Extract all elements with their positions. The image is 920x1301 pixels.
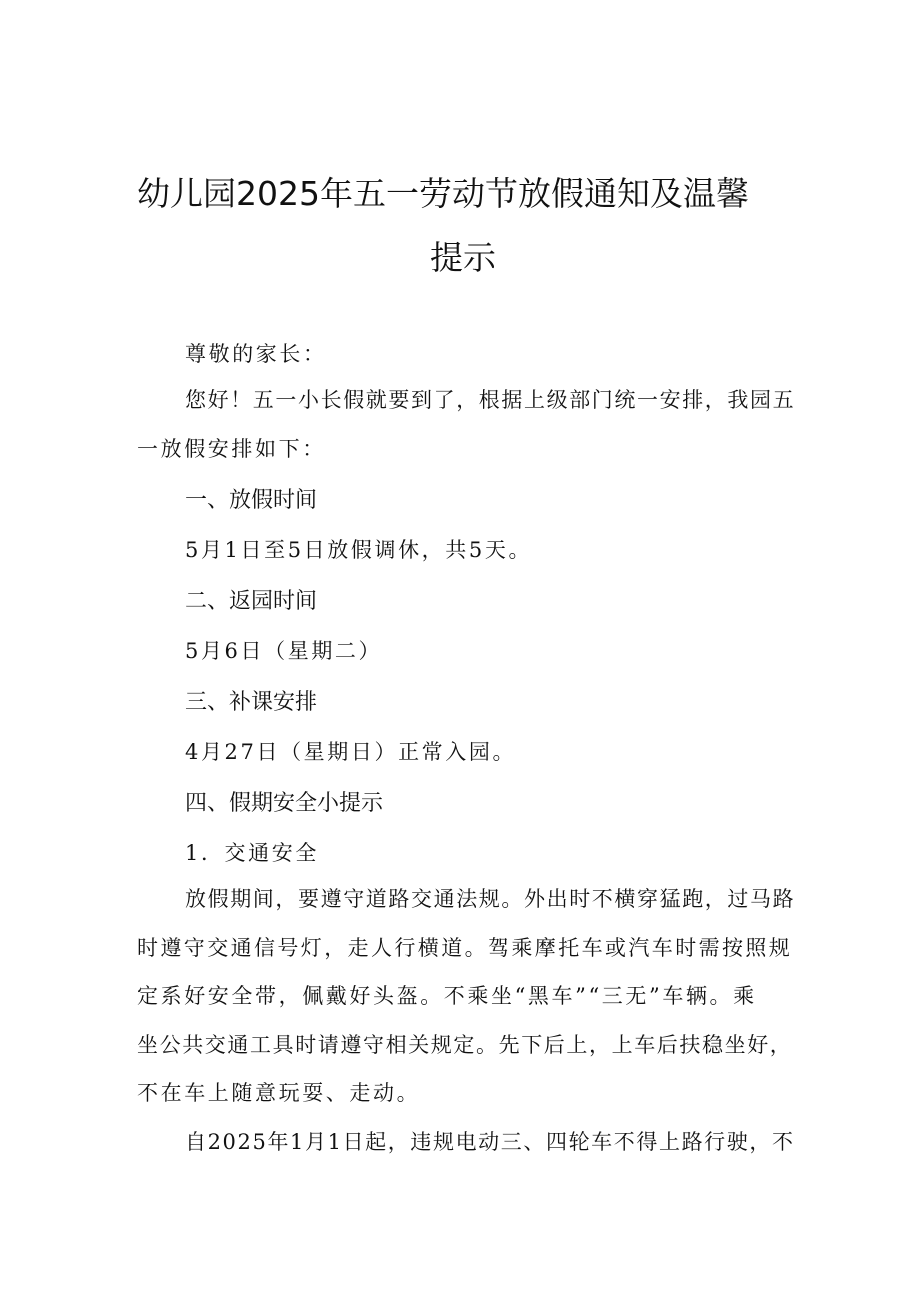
section-heading-holiday-time: 一、放假时间 (185, 488, 318, 513)
section-body-holiday-time: 5月1日至5日放假调休，共5天。 (185, 538, 533, 562)
traffic-paragraph-line-2: 时遵守交通信号灯，走人行横道。驾乘摩托车或汽车时需按照规 (137, 936, 793, 960)
section-body-makeup-class: 4月27日（星期日）正常入园。 (185, 740, 517, 764)
traffic-paragraph-line-4: 坐公共交通工具时请遵守相关规定。先下后上，上车后扶稳坐好， (137, 1033, 793, 1057)
traffic-paragraph-line-1: 放假期间，要遵守道路交通法规。外出时不横穿猛跑，过马路 (185, 887, 796, 911)
section-heading-safety-tips: 四、假期安全小提示 (185, 791, 384, 816)
section-heading-return-time: 二、返园时间 (185, 589, 318, 614)
intro-paragraph-line-1: 您好！五一小长假就要到了，根据上级部门统一安排，我园五 (185, 388, 796, 412)
traffic-paragraph-line-3: 定系好安全带，佩戴好头盔。不乘坐“黑车”“三无”车辆。乘 (137, 984, 757, 1008)
ebike-paragraph-line-1: 自2025年1月1日起，违规电动三、四轮车不得上路行驶，不 (185, 1130, 795, 1154)
subheading-traffic-safety: 1．交通安全 (185, 841, 319, 865)
intro-paragraph-line-2: 一放假安排如下： (137, 437, 326, 461)
section-body-return-time: 5月6日（星期二） (185, 639, 383, 663)
traffic-paragraph-line-5: 不在车上随意玩耍、走动。 (137, 1081, 421, 1105)
section-heading-makeup-class: 三、补课安排 (185, 690, 318, 715)
document-title-line-1: 幼儿园2025年五一劳动节放假通知及温馨 (137, 174, 749, 213)
salutation: 尊敬的家长： (185, 342, 327, 366)
document-title-line-2: 提示 (430, 238, 496, 277)
